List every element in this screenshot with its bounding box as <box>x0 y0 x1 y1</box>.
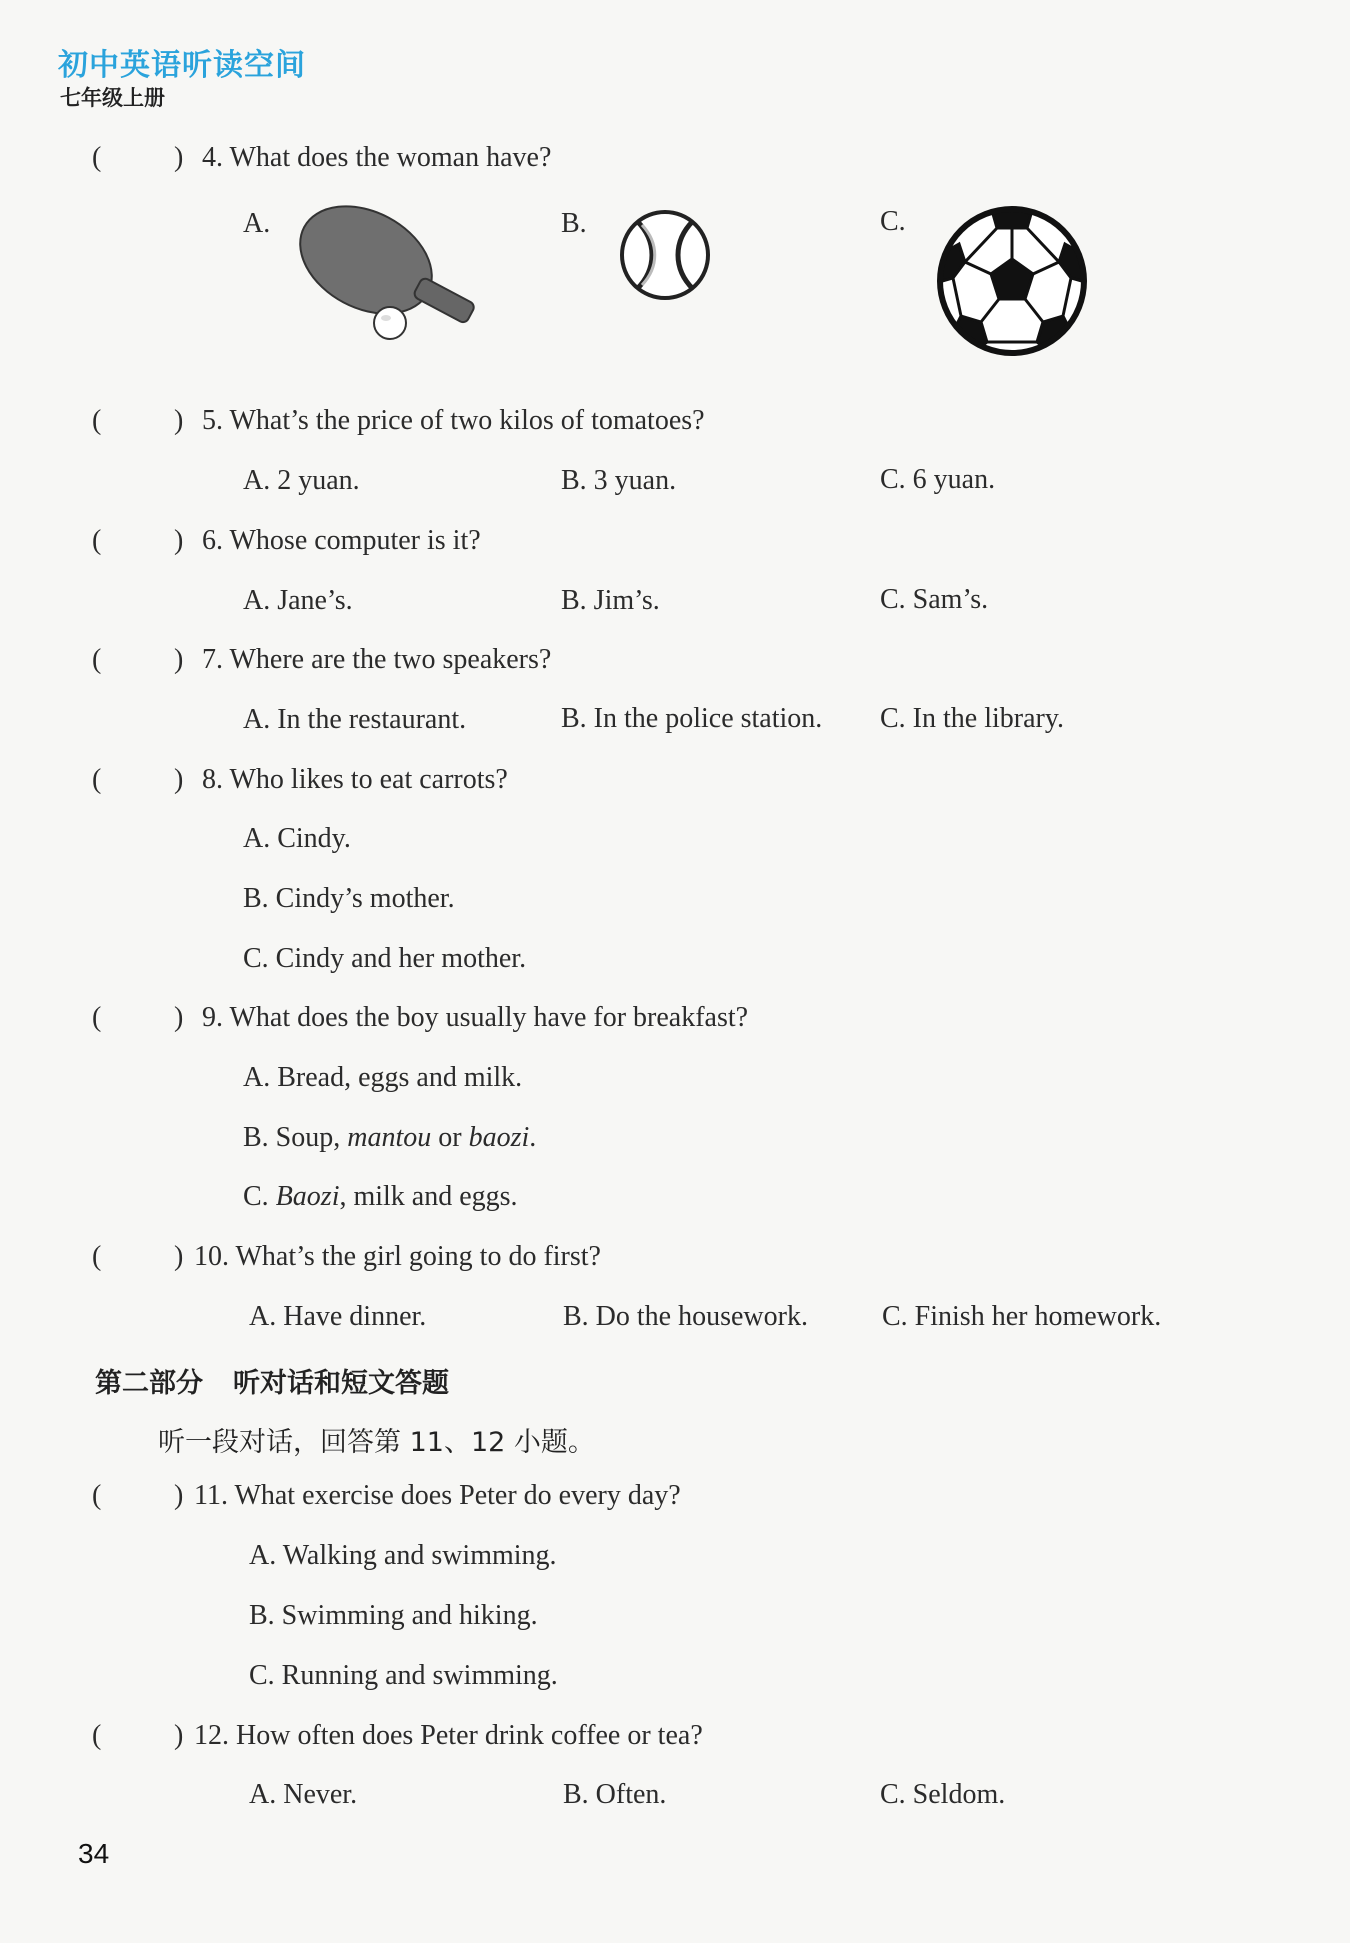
answer-blank-close: ) <box>174 1720 184 1751</box>
answer-blank-close: ) <box>174 644 184 675</box>
option-b: B. <box>561 208 587 239</box>
option-b: B. In the police station. <box>561 703 823 734</box>
option-a: A. 2 yuan. <box>243 465 360 496</box>
option-a: A. Bread, eggs and milk. <box>243 1062 523 1093</box>
question-text: 7. Where are the two speakers? <box>202 644 552 675</box>
option-b: B. Soup, mantou or baozi. <box>243 1122 537 1153</box>
question-text: 11. What exercise does Peter do every day? <box>194 1480 681 1511</box>
option-c: C. 6 yuan. <box>880 464 996 495</box>
section-heading <box>95 1361 449 1400</box>
option-c: C. Cindy and her mother. <box>243 943 527 974</box>
option-a: A. Have dinner. <box>249 1301 427 1332</box>
option-b-mantou: mantou <box>347 1122 432 1153</box>
option-b: B. Often. <box>563 1779 667 1810</box>
answer-blank-open[interactable]: ( <box>92 1241 102 1272</box>
option-c: C. Sam’s. <box>880 584 989 615</box>
book-series-title: 初中英语听读空间 <box>58 48 306 83</box>
option-b: B. Cindy’s mother. <box>243 883 455 914</box>
answer-blank-open[interactable]: ( <box>92 1720 102 1751</box>
option-b: B. Swimming and hiking. <box>249 1600 538 1631</box>
option-c: C. <box>880 206 906 237</box>
option-b-prefix: B. Soup, <box>243 1122 341 1153</box>
option-a: A. Walking and swimming. <box>249 1540 557 1571</box>
book-volume-subtitle: 七年级上册 <box>60 86 165 110</box>
option-c-baozi: Baozi <box>275 1181 340 1212</box>
answer-blank-close: ) <box>174 1480 184 1511</box>
answer-blank-close: ) <box>174 405 184 436</box>
answer-blank-open[interactable]: ( <box>92 1480 102 1511</box>
question-text: 9. What does the boy usually have for breakfast? <box>202 1002 749 1033</box>
option-c: C. Seldom. <box>880 1779 1006 1810</box>
option-a: A. Jane’s. <box>243 585 353 616</box>
option-b: B. Do the housework. <box>563 1301 808 1332</box>
option-a: A. Never. <box>249 1779 358 1810</box>
question-text: 5. What’s the price of two kilos of tomatoes? <box>202 405 705 436</box>
option-b: B. Jim’s. <box>561 585 660 616</box>
answer-blank-open[interactable]: ( <box>92 405 102 436</box>
section-title: 听对话和短文答题 <box>233 1368 449 1399</box>
answer-blank-open[interactable]: ( <box>92 1002 102 1033</box>
option-c: C. In the library. <box>880 703 1065 734</box>
option-b: B. 3 yuan. <box>561 465 677 496</box>
option-c <box>243 1181 518 1213</box>
section-instruction: 听一段对话，回答第 11、12 小题。 <box>158 1427 595 1458</box>
answer-blank-open[interactable]: ( <box>92 525 102 556</box>
question-text: 12. How often does Peter drink coffee or tea? <box>194 1720 703 1751</box>
answer-blank-close: ) <box>174 764 184 795</box>
ping-pong-paddle-icon <box>296 205 496 345</box>
option-c-prefix: C. <box>243 1181 269 1212</box>
option-b-baozi: baozi <box>468 1122 530 1153</box>
page-number: 34 <box>78 1838 110 1869</box>
answer-blank-close: ) <box>174 1241 184 1272</box>
option-c: C. Running and swimming. <box>249 1660 558 1691</box>
option-c: C. Finish her homework. <box>882 1301 1162 1332</box>
option-b-or: or <box>438 1122 462 1153</box>
option-a: A. In the restaurant. <box>243 704 467 735</box>
question-text: 8. Who likes to eat carrots? <box>202 764 508 795</box>
question-text: 4. What does the woman have? <box>202 142 552 173</box>
answer-blank-open[interactable]: ( <box>92 142 102 173</box>
answer-blank-close: ) <box>174 1002 184 1033</box>
question-text: 10. What’s the girl going to do first? <box>194 1241 601 1272</box>
answer-blank-open[interactable]: ( <box>92 644 102 675</box>
option-a: A. Cindy. <box>243 823 351 854</box>
answer-blank-open[interactable]: ( <box>92 764 102 795</box>
answer-blank-close: ) <box>174 525 184 556</box>
option-c-rest: , milk and eggs. <box>339 1181 518 1212</box>
option-a: A. <box>243 208 271 239</box>
answer-blank-close: ) <box>174 142 184 173</box>
tennis-ball-icon <box>615 205 715 305</box>
question-text: 6. Whose computer is it? <box>202 525 481 556</box>
soccer-ball-icon <box>935 204 1089 358</box>
section-part: 第二部分 <box>95 1368 203 1399</box>
